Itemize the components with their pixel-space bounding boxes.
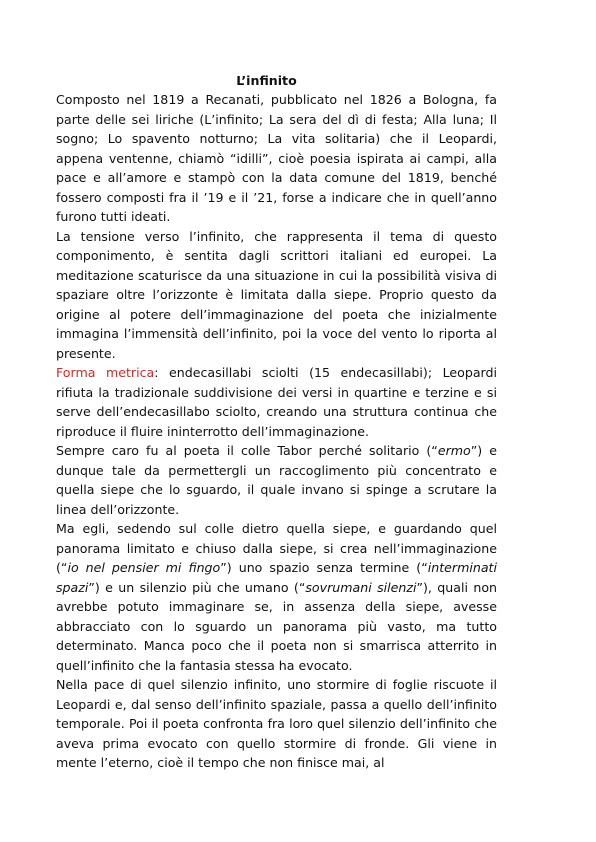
text-run: ”) e un silenzio più che umano (“ bbox=[88, 579, 306, 595]
italic-quote: interminati spazi bbox=[56, 560, 497, 595]
paragraph bbox=[56, 519, 497, 675]
paragraph bbox=[56, 227, 497, 364]
italic-quote: sovrumani silenzi bbox=[305, 579, 417, 595]
italic-quote: ermo bbox=[437, 443, 471, 458]
document-title: L’infinito bbox=[236, 73, 297, 88]
text-run: Ma egli, sedendo sul colle dietro quella siepe, e guardando quel panorama limitato e chiuso dalla siepe, si crea nell’immaginazione (“ bbox=[56, 521, 497, 575]
text-run: : endecasillabi sciolti (15 endecasillabi); Leopardi rifiuta la tradizionale suddivisione dei versi in quartine e terzine e si serve dell’endecasillabo sciolto, creando una struttura continua che riproduce il fluire ininterrotto dell’immaginazione. bbox=[56, 365, 498, 439]
section-label: Forma metrica bbox=[56, 365, 155, 380]
text-run: ”) e dunque tale da permettergli un raccoglimento più concentrato e quella siepe che lo sguardo, il quale invano si spinge a scrutare la linea dell’orizzonte. bbox=[56, 443, 497, 517]
text-run: La tensione verso l’infinito, che rappresenta il tema di questo componimento, è sentita dagli scrittori italiani ed europei. La meditazione scaturisce da una situazione in cui la possibilità visiva di spaziare oltre l’orizzonte è limitata dalla siepe. Proprio questo da origine al potere dell’immaginazione del poeta che inizialmente immagina l’immensità dell’infinito, poi la voce del vento lo riporta al presente. bbox=[56, 228, 497, 361]
paragraph bbox=[56, 90, 497, 227]
text-run: ”) uno spazio senza termine (“ bbox=[220, 560, 428, 575]
document-body bbox=[56, 90, 497, 773]
paragraph bbox=[56, 675, 497, 773]
paragraph bbox=[56, 363, 497, 441]
text-run: ”), quali non avrebbe potuto immaginare se, in assenza della siepe, avesse abbracciato con lo sguardo un panorama più vasto, ma tutto determinato. Manca poco che il poeta non si smarrisca atterrito in quell’infinito che la fantasia stessa ha evocato. bbox=[56, 579, 498, 673]
text-run: Nella pace di quel silenzio infinito, uno stormire di foglie riscuote il Leopardi e, dal senso dell’infinito spaziale, passa a quello dell’infinito temporale. Poi il poeta confronta fra loro quel silenzio dell’infinito che aveva prima evocato con quello stormire di fronde. Gli viene in mente l’eterno, cioè il tempo che non finisce mai, al bbox=[56, 677, 497, 770]
italic-quote: io nel pensier mi fingo bbox=[67, 560, 221, 575]
document-page bbox=[56, 72, 497, 773]
text-run: Composto nel 1819 a Recanati, pubblicato nel 1826 a Bologna, fa parte delle sei liriche (L’infinito; La sera del dì di festa; Alla luna; Il sogno; Lo spavento notturno; La vita solitaria) che il Leopardi, appena ventenne, chiamò “idilli”, cioè poesia ispirata ai campi, alla pace e all’amore e stampò con la data comune del 1819, benché fossero composti fra il ’19 e il ’21, forse a indicare che in quell’anno furono tutti ideati. bbox=[56, 92, 497, 224]
text-run: Sempre caro fu al poeta il colle Tabor perché solitario (“ bbox=[56, 443, 438, 458]
paragraph bbox=[56, 441, 497, 519]
